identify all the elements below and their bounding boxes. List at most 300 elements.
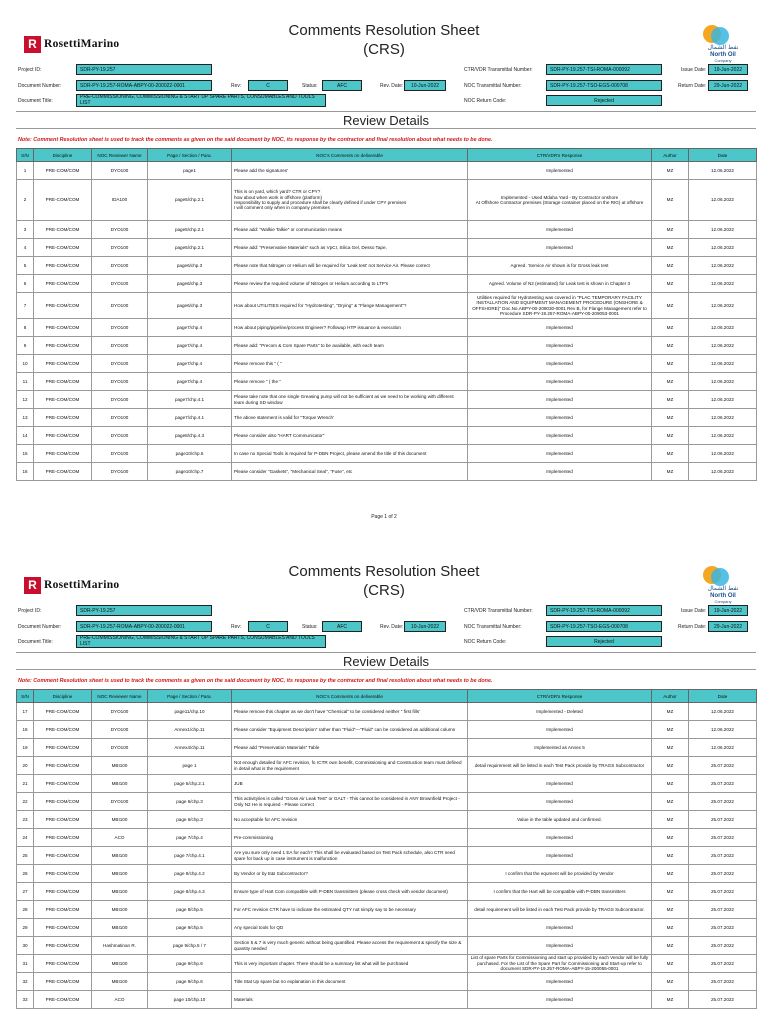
cell-date: 12.06.2022: [689, 221, 757, 239]
cell-date: 25.07.2022: [689, 973, 757, 991]
cell-discipline: PRE-COM/COM: [34, 319, 92, 337]
cell-author: MZ: [652, 703, 689, 721]
cell-sn: 6: [17, 275, 34, 293]
cell-discipline: PRE-COM/COM: [34, 847, 92, 865]
cell-sn: 32: [17, 973, 34, 991]
cell-discipline: PRE-COM/COM: [34, 991, 92, 1009]
cell-page: page 10/chp.10: [148, 991, 232, 1009]
document-number-label: Document Number:: [18, 83, 62, 89]
cell-page: page 8/chp.5: [148, 901, 232, 919]
cell-response: Implemented: [468, 775, 652, 793]
status-label: Status:: [302, 83, 318, 89]
cell-discipline: PRE-COM/COM: [34, 829, 92, 847]
cell-discipline: PRE-COM/COM: [34, 937, 92, 955]
cell-comment: Any special tools for QD: [232, 919, 468, 937]
cell-author: MZ: [652, 257, 689, 275]
col-author-header: Author: [652, 149, 689, 162]
return-date-label: Return Date:: [678, 83, 707, 89]
cell-response: Implemented: [468, 847, 652, 865]
rev-date-field: 10-Jun-2022: [404, 621, 446, 632]
table-row: [17, 445, 757, 463]
cell-date: 12.06.2022: [689, 257, 757, 275]
cell-sn: 3: [17, 221, 34, 239]
cell-comment: How about piping/pipeline/process Engineer? Followup HTP issuance & execution: [232, 319, 468, 337]
document-title-label: Document Title:: [18, 98, 53, 104]
cell-page: page7/chp.4: [148, 337, 232, 355]
table-row: [17, 275, 757, 293]
cell-reviewer: MBI100: [92, 757, 148, 775]
cell-discipline: PRE-COM/COM: [34, 793, 92, 811]
table-row: [17, 373, 757, 391]
cell-date: 25.07.2022: [689, 793, 757, 811]
col-page-header: Page / Section / Para.: [148, 149, 232, 162]
cell-discipline: PRE-COM/COM: [34, 391, 92, 409]
col-sn-header: S/N: [17, 149, 34, 162]
cell-discipline: PRE-COM/COM: [34, 337, 92, 355]
table-row: [17, 162, 757, 180]
cell-date: 25.07.2022: [689, 775, 757, 793]
col-date-header: Date: [689, 149, 757, 162]
project-id-label: Project ID:: [18, 608, 42, 614]
cell-reviewer: DYO100: [92, 721, 148, 739]
cell-author: MZ: [652, 829, 689, 847]
cell-comment: Please take note that one single Greasing pump will not be sufficient as we need to be working with different team during SD window: [232, 391, 468, 409]
cell-page: page6/chp.3: [148, 257, 232, 275]
cell-response: Agreed. 'Service Air shown is for Gross leak test: [468, 257, 652, 275]
cell-page: Annex1/chp.11: [148, 721, 232, 739]
cell-date: 12.06.2022: [689, 391, 757, 409]
crs-sheet-page-2: [0, 541, 768, 1024]
cell-page: page5/chp.2.1: [148, 221, 232, 239]
cell-date: 25.07.2022: [689, 757, 757, 775]
document-title-field: PRE-COMMISSIONING, COMMISSIONING & START UP SPARE PARTS, CONSUMABLES AND TOOLS LIST: [76, 635, 326, 648]
cell-date: 12.06.2022: [689, 162, 757, 180]
cell-discipline: PRE-COM/COM: [34, 919, 92, 937]
cell-page: Annex4/chp.11: [148, 739, 232, 757]
table-row: [17, 721, 757, 739]
cell-sn: 19: [17, 739, 34, 757]
cell-sn: 23: [17, 811, 34, 829]
col-date-header: Date: [689, 690, 757, 703]
cell-sn: 29: [17, 919, 34, 937]
cell-sn: 28: [17, 901, 34, 919]
col-page-header: Page / Section / Para.: [148, 690, 232, 703]
table-row: [17, 391, 757, 409]
cell-discipline: PRE-COM/COM: [34, 757, 92, 775]
cell-comment: Please add the signatures': [232, 162, 468, 180]
cell-reviewer: MBI100: [92, 847, 148, 865]
cell-author: MZ: [652, 991, 689, 1009]
noc-return-code-field: Rejected: [546, 95, 662, 106]
col-response-header: CTR/VDR's Response: [468, 690, 652, 703]
document-title-label: Document Title:: [18, 639, 53, 645]
north-oil-logo-arabic: نفط الشمال: [707, 44, 739, 51]
cell-discipline: PRE-COM/COM: [34, 955, 92, 973]
cell-page: page10/chp.7: [148, 463, 232, 481]
cell-comment: Please review the required volume of Nitrogen or Helium according to LTP's: [232, 275, 468, 293]
cell-sn: 9: [17, 337, 34, 355]
comments-table: [16, 148, 757, 481]
cell-comment: No acceptable for AFC revision: [232, 811, 468, 829]
cell-comment: Please consider "Equipment Description" rather than "Fluid"---"Fluid" can be considered as additional column: [232, 721, 468, 739]
cell-page: page 9/chp.6: [148, 973, 232, 991]
cell-page: page1: [148, 162, 232, 180]
cell-discipline: PRE-COM/COM: [34, 355, 92, 373]
cell-sn: 10: [17, 355, 34, 373]
cell-discipline: PRE-COM/COM: [34, 180, 92, 221]
cell-reviewer: DYO100: [92, 275, 148, 293]
cell-page: page 7/chp.4: [148, 829, 232, 847]
table-row: [17, 811, 757, 829]
cell-reviewer: MBI100: [92, 811, 148, 829]
cell-reviewer: MBI100: [92, 865, 148, 883]
project-id-field: SDR-PY-19.257: [76, 64, 212, 75]
cell-page: page7/chp.4: [148, 373, 232, 391]
col-discipline-header: Discipline: [34, 149, 92, 162]
cell-reviewer: DYO100: [92, 703, 148, 721]
cell-reviewer: DYO100: [92, 373, 148, 391]
ctr-transmittal-field: SDR-PY-19.257-TSI-ROMA-000092: [546, 64, 662, 75]
cell-discipline: PRE-COM/COM: [34, 973, 92, 991]
cell-author: MZ: [652, 847, 689, 865]
cell-date: 12.06.2022: [689, 355, 757, 373]
cell-author: MZ: [652, 757, 689, 775]
cell-response: Implemented: [468, 427, 652, 445]
cell-page: page7/chp.4.1: [148, 391, 232, 409]
cell-author: MZ: [652, 293, 689, 319]
table-row: [17, 180, 757, 221]
cell-response: Utilities required for Hydrotesting was covered in "PLAC TEMPORARY FACILITY INSTALLATION AND EQUIPMENT MANAGEMENT PROCEDURE (ONSHORE & OFFSHORE)" Doc.No.ABPY-00-209030-0001 Rev B, for Flange Management refer to Procedure SDR-PY-19.257-ROMA-ABPY-00-209053-0001: [468, 293, 652, 319]
cell-sn: 16: [17, 463, 34, 481]
document-number-field: SDR-PY-19.257-ROMA-ABPY-00-200022-0001: [76, 80, 212, 91]
noc-transmittal-label: NOC Transmittal Number:: [464, 83, 522, 89]
issue-date-field: 19-Jun-2022: [708, 605, 748, 616]
cell-sn: 26: [17, 865, 34, 883]
cell-sn: 25: [17, 847, 34, 865]
cell-response: Implemented: [468, 391, 652, 409]
cell-comment: Ensure type of Hart Com compatible with P-DBN transmitters (please cross check with vendor document): [232, 883, 468, 901]
cell-author: MZ: [652, 180, 689, 221]
cell-author: MZ: [652, 793, 689, 811]
cell-response: Implemented: [468, 919, 652, 937]
table-row: [17, 319, 757, 337]
col-response-header: CTR/VDR's Response: [468, 149, 652, 162]
cell-comment: Pre-commissioning: [232, 829, 468, 847]
cell-page: page5/chp.2.1: [148, 180, 232, 221]
noc-return-code-field: Rejected: [546, 636, 662, 647]
cell-reviewer: DYO100: [92, 221, 148, 239]
cell-comment: Materials: [232, 991, 468, 1009]
cell-date: 12.06.2022: [689, 427, 757, 445]
cell-page: page6/chp.3: [148, 293, 232, 319]
cell-comment: The above statement is valid for "Torque Wrench': [232, 409, 468, 427]
rev-date-label: Rev. Date:: [380, 624, 404, 630]
cell-sn: 4: [17, 239, 34, 257]
project-id-label: Project ID:: [18, 67, 42, 73]
table-row: [17, 293, 757, 319]
cell-comment: By Vendor or by E&I Subcontractor?: [232, 865, 468, 883]
table-body: [17, 162, 757, 481]
north-oil-logo-sub: Company: [714, 599, 732, 604]
cell-response: Implemented: [468, 355, 652, 373]
cell-comment: For AFC revision CTR have to indicate the estimated QTY not simply say to be necessary: [232, 901, 468, 919]
cell-author: MZ: [652, 427, 689, 445]
review-note: Note: Comment Resolution sheet is used to track the comments as given on the said document by NOC, its response by the contractor and final resolution about what needs to be done.: [18, 678, 493, 684]
cell-reviewer: IDA100: [92, 180, 148, 221]
cell-discipline: PRE-COM/COM: [34, 409, 92, 427]
cell-reviewer: MBI100: [92, 883, 148, 901]
cell-page: page 6/chp.3: [148, 793, 232, 811]
cell-discipline: PRE-COM/COM: [34, 721, 92, 739]
table-row: [17, 955, 757, 973]
cell-reviewer: DYO100: [92, 427, 148, 445]
table-row: [17, 757, 757, 775]
cell-date: 12.06.2022: [689, 275, 757, 293]
cell-response: Implemented: [468, 162, 652, 180]
cell-sn: 24: [17, 829, 34, 847]
cell-sn: 13: [17, 409, 34, 427]
cell-author: MZ: [652, 391, 689, 409]
cell-date: 25.07.2022: [689, 919, 757, 937]
cell-page: page8/chp.4.3: [148, 427, 232, 445]
cell-comment: JUB: [232, 775, 468, 793]
document-title-field: PRE-COMMISSIONING, COMMISSIONING & START UP SPARE PARTS, CONSUMABLES AND TOOLS LIST: [76, 94, 326, 107]
cell-discipline: PRE-COM/COM: [34, 463, 92, 481]
rev-date-field: 10-Jun-2022: [404, 80, 446, 91]
cell-date: 25.07.2022: [689, 991, 757, 1009]
cell-author: MZ: [652, 239, 689, 257]
cell-discipline: PRE-COM/COM: [34, 865, 92, 883]
comments-table: [16, 689, 757, 1009]
cell-response: Value in the table updated and confirmed.: [468, 811, 652, 829]
table-header-row: [17, 149, 757, 162]
cell-page: page7/chp.4: [148, 319, 232, 337]
cell-reviewer: MBI100: [92, 901, 148, 919]
cell-date: 12.06.2022: [689, 319, 757, 337]
cell-page: page7/chp.4: [148, 355, 232, 373]
cell-reviewer: DYO100: [92, 409, 148, 427]
col-discipline-header: Discipline: [34, 690, 92, 703]
cell-comment: This is very important chapter. There should be a summary list what will be purchased: [232, 955, 468, 973]
rosetti-logo-text: RosettiMarino: [44, 38, 120, 50]
cell-date: 12.06.2022: [689, 409, 757, 427]
cell-response: I confirm that the equment will be provided by Vendor: [468, 865, 652, 883]
cell-discipline: PRE-COM/COM: [34, 373, 92, 391]
return-date-label: Return Date:: [678, 624, 707, 630]
cell-sn: 31: [17, 955, 34, 973]
cell-response: Implemented: [468, 409, 652, 427]
ctr-transmittal-label: CTR/VDR Transmittal Number:: [464, 608, 533, 614]
rev-date-label: Rev. Date:: [380, 83, 404, 89]
table-row: [17, 355, 757, 373]
cell-comment: In case no Special Tools is required for P-DBN Project, please amend the title of this document: [232, 445, 468, 463]
cell-response: Implemented as Annex 5: [468, 739, 652, 757]
cell-author: MZ: [652, 973, 689, 991]
status-field: AFC: [322, 621, 362, 632]
status-field: AFC: [322, 80, 362, 91]
review-details-heading: Review Details: [16, 652, 756, 670]
col-sn-header: S/N: [17, 690, 34, 703]
rosetti-logo-mark: R: [24, 577, 41, 594]
cell-comment: How about UTILITIES required for "Hydrotesting", "Drying" & "Flange Management"?: [232, 293, 468, 319]
ctr-transmittal-label: CTR/VDR Transmittal Number:: [464, 67, 533, 73]
table-row: [17, 919, 757, 937]
rev-label: Rev:: [231, 83, 242, 89]
sheet-subtitle: (CRS): [363, 582, 405, 599]
cell-reviewer: ACO: [92, 829, 148, 847]
cell-response: Implemented - Used Mdaha Yard - By Contractor onshore At Offshore Contractor premises (Storage container placed on the RIG) at offshore: [468, 180, 652, 221]
cell-reviewer: DYO100: [92, 463, 148, 481]
review-note: Note: Comment Resolution sheet is used to track the comments as given on the said document by NOC, its response by the contractor and final resolution about what needs to be done.: [18, 137, 493, 143]
cell-author: MZ: [652, 319, 689, 337]
document-number-label: Document Number:: [18, 624, 62, 630]
cell-comment: Not enough detailed for AFC revision, fo rCTR own benefit, Commissioning and Construction team must defined in detail what is the requirement: [232, 757, 468, 775]
cell-response: Implemented: [468, 463, 652, 481]
cell-reviewer: DYO100: [92, 391, 148, 409]
document-number-field: SDR-PY-19.257-ROMA-ABPY-00-200022-0001: [76, 621, 212, 632]
cell-discipline: PRE-COM/COM: [34, 162, 92, 180]
cell-response: Implemented: [468, 829, 652, 847]
cell-page: page 8/chp.4.2: [148, 865, 232, 883]
sheet-title: Comments Resolution Sheet: [288, 563, 480, 580]
cell-sn: 15: [17, 445, 34, 463]
cell-author: MZ: [652, 775, 689, 793]
rev-label: Rev:: [231, 624, 242, 630]
cell-sn: 5: [17, 257, 34, 275]
cell-comment: Title Stat Up spare but no explanation in this document: [232, 973, 468, 991]
page-number: Page 1 of 2: [371, 514, 397, 520]
col-reviewer-header: NOC Reviewer Name: [92, 149, 148, 162]
cell-author: MZ: [652, 901, 689, 919]
cell-date: 12.06.2022: [689, 293, 757, 319]
cell-sn: 14: [17, 427, 34, 445]
cell-page: page7/chp.4.1: [148, 409, 232, 427]
cell-sn: 8: [17, 319, 34, 337]
cell-author: MZ: [652, 221, 689, 239]
cell-sn: 12: [17, 391, 34, 409]
cell-response: Implemented: [468, 373, 652, 391]
table-row: [17, 427, 757, 445]
cell-comment: Section 5 & 7 is very much generic without being quantified. Please access the requirement & specify the size & quantity needed: [232, 937, 468, 955]
cell-comment: Please remove this chapter as we don't have "Chemical" to be considered neither " first fills': [232, 703, 468, 721]
cell-comment: Please add: "Walkie Talkie" or communication means: [232, 221, 468, 239]
return-date-field: 29-Jun-2022: [708, 621, 748, 632]
table-row: [17, 901, 757, 919]
cell-author: MZ: [652, 337, 689, 355]
cell-date: 12.06.2022: [689, 239, 757, 257]
project-id-field: SDR-PY-19.257: [76, 605, 212, 616]
table-row: [17, 847, 757, 865]
cell-page: page10/chp.5: [148, 445, 232, 463]
cell-author: MZ: [652, 162, 689, 180]
cell-reviewer: MBI100: [92, 955, 148, 973]
cell-reviewer: MBI100: [92, 973, 148, 991]
cell-response: Implemented: [468, 221, 652, 239]
rev-field: C: [248, 80, 288, 91]
table-row: [17, 829, 757, 847]
cell-reviewer: MBI100: [92, 775, 148, 793]
cell-reviewer: DYO100: [92, 293, 148, 319]
cell-response: Implemented: [468, 937, 652, 955]
cell-discipline: PRE-COM/COM: [34, 427, 92, 445]
cell-discipline: PRE-COM/COM: [34, 257, 92, 275]
rosetti-logo-mark: R: [24, 36, 41, 53]
col-reviewer-header: NOC Reviewer Name: [92, 690, 148, 703]
cell-page: page 7/chp.4.1: [148, 847, 232, 865]
cell-discipline: PRE-COM/COM: [34, 445, 92, 463]
cell-reviewer: DYO100: [92, 793, 148, 811]
cell-reviewer: DYO100: [92, 355, 148, 373]
cell-page: page 1: [148, 757, 232, 775]
cell-date: 12.06.2022: [689, 180, 757, 221]
cell-discipline: PRE-COM/COM: [34, 775, 92, 793]
cell-comment: Are you sure only need 1 EA for each? This shall be evaluated based on Test Pack schedule, also CTR need spare for back up in case instrument is malfunction: [232, 847, 468, 865]
col-comment-header: NOC's Comments on deliverable: [232, 690, 468, 703]
cell-response: detail requirement will be listed in each Test Pack provide by TRAGS Subcontractor: [468, 757, 652, 775]
cell-reviewer: DYO100: [92, 162, 148, 180]
cell-date: 12.06.2022: [689, 373, 757, 391]
cell-date: 12.06.2022: [689, 337, 757, 355]
cell-comment: Please add "Preservation Materials" Table: [232, 739, 468, 757]
cell-page: page 9/chp.5: [148, 919, 232, 937]
cell-discipline: PRE-COM/COM: [34, 811, 92, 829]
cell-sn: 17: [17, 703, 34, 721]
cell-reviewer: ACO: [92, 991, 148, 1009]
cell-page: page6/chp.3: [148, 275, 232, 293]
noc-return-code-label: NOC Return Code:: [464, 639, 507, 645]
cell-author: MZ: [652, 409, 689, 427]
cell-sn: 2: [17, 180, 34, 221]
cell-comment: This is on yard, which yard? CTR or CPY? how about when work in offshore (platform) responsibility to supply and procedure shall be clearly defined if under CPY premises I will comment only when in company premises: [232, 180, 468, 221]
cell-date: 25.07.2022: [689, 847, 757, 865]
cell-reviewer: DYO100: [92, 445, 148, 463]
cell-comment: Please consider also "HART Communicator": [232, 427, 468, 445]
cell-page: page11/chp.10: [148, 703, 232, 721]
cell-response: Implemented: [468, 973, 652, 991]
sheet-title: Comments Resolution Sheet: [288, 22, 480, 39]
cell-sn: 11: [17, 373, 34, 391]
cell-sn: 21: [17, 775, 34, 793]
cell-comment: This activity/ies is called "Gross Air Leak Test" or GALT - This cannot be considered in ANY Brownfield Project - Only N2 He is required - Please correct: [232, 793, 468, 811]
table-row: [17, 257, 757, 275]
cell-discipline: PRE-COM/COM: [34, 703, 92, 721]
noc-return-code-label: NOC Return Code:: [464, 98, 507, 104]
review-details-heading: Review Details: [16, 111, 756, 129]
cell-reviewer: DYO100: [92, 319, 148, 337]
table-row: [17, 973, 757, 991]
cell-response: I confirm that the Hart will be compatible with P-DBN transmitters: [468, 883, 652, 901]
table-body: [17, 703, 757, 1009]
cell-date: 25.07.2022: [689, 937, 757, 955]
cell-page: page 9/chp.5 / 7: [148, 937, 232, 955]
table-row: [17, 883, 757, 901]
cell-date: 25.07.2022: [689, 829, 757, 847]
cell-response: Implemented: [468, 445, 652, 463]
cell-date: 12.06.2022: [689, 445, 757, 463]
sheet-subtitle: (CRS): [363, 41, 405, 58]
cell-comment: Please consider "Gaskets", "Mechanical Seal", "Fuse", etc: [232, 463, 468, 481]
cell-response: Implemented: [468, 991, 652, 1009]
cell-page: page 9/chp.6: [148, 955, 232, 973]
cell-comment: Please remove this " ( ": [232, 355, 468, 373]
cell-date: 12.06.2022: [689, 463, 757, 481]
cell-reviewer: MBI100: [92, 919, 148, 937]
table-row: [17, 337, 757, 355]
cell-page: page5/chp.2.1: [148, 239, 232, 257]
cell-author: MZ: [652, 811, 689, 829]
cell-comment: Please add: "Preservative Materials" such as VpCI, Silica Gel, Desso Tape,: [232, 239, 468, 257]
table-row: [17, 991, 757, 1009]
